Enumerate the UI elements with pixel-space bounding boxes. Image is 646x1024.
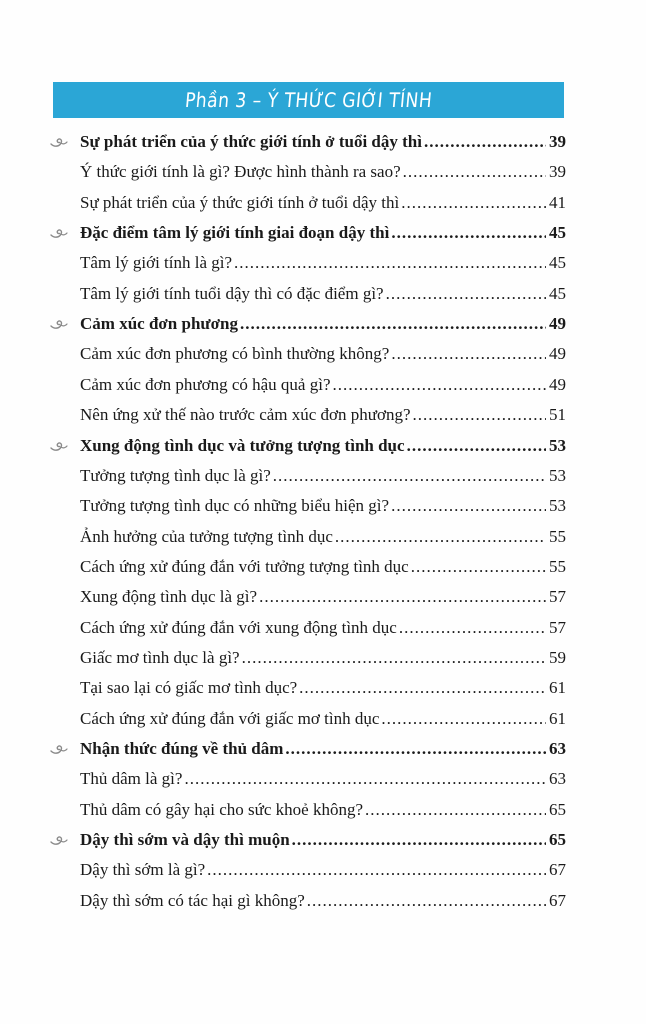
toc-entry-line: [80, 404, 566, 426]
toc-sub-entry: [0, 461, 646, 491]
toc-page-number: 67: [549, 860, 566, 880]
toc-entry-line: [80, 374, 566, 396]
toc-sub-entry: [0, 886, 646, 916]
toc-entry-title: Tâm lý giới tính tuổi dậy thì có đặc điểm gì?: [80, 283, 384, 303]
toc-main-entry: [0, 825, 646, 855]
toc-page-number: 45: [549, 223, 566, 243]
toc-entry-title: Cảm xúc đơn phương: [80, 314, 238, 334]
toc-entry-title: Giấc mơ tình dục là gì?: [80, 647, 240, 667]
toc-main-entry: [0, 431, 646, 461]
dot-leader: [242, 647, 546, 669]
toc-page-number: 61: [549, 708, 566, 728]
toc-sub-entry: [0, 491, 646, 521]
toc-entry-title: Sự phát triển của ý thức giới tính ở tuổi dậy thì: [80, 132, 422, 151]
toc-page-number: 59: [549, 647, 566, 667]
toc-entry-line: [80, 738, 566, 760]
section-title: Phần 3 – Ý THỨC GIỚI TÍNH: [183, 88, 434, 112]
swirl-ornament-icon: [50, 226, 68, 240]
dot-leader: [391, 343, 546, 365]
dot-leader: [273, 465, 546, 487]
toc-sub-entry: [0, 188, 646, 218]
toc-entry-line: [80, 222, 566, 244]
toc-sub-entry: [0, 522, 646, 552]
toc-page-number: 53: [549, 465, 566, 485]
dot-leader: [285, 738, 546, 760]
toc-sub-entry: [0, 339, 646, 369]
toc-entry-line: [80, 768, 566, 790]
toc-page-number: 41: [549, 192, 566, 212]
toc-page-number: 65: [549, 830, 566, 850]
toc-page-number: 67: [549, 890, 566, 910]
toc-entry-title: Dậy thì sớm là gì?: [80, 860, 206, 880]
dot-leader: [413, 404, 546, 426]
toc-entry-title: Sự phát triển của ý thức giới tính ở tuổi dậy thì: [80, 192, 400, 212]
toc-entry-title: Cảm xúc đơn phương có bình thường không?: [80, 344, 390, 364]
toc-entry-title: Cách ứng xử đúng đắn với xung động tình dục: [80, 617, 397, 637]
toc-sub-entry: [0, 643, 646, 673]
toc-page-number: 53: [549, 435, 566, 455]
toc-entry-line: [80, 708, 566, 730]
toc-entry-title: Cách ứng xử đúng đắn với giấc mơ tình dục: [80, 708, 380, 728]
toc-page-number: 57: [549, 617, 566, 637]
toc-entry-line: [80, 799, 566, 821]
dot-leader: [399, 617, 546, 639]
toc-entry-title: Dậy thì sớm có tác hại gì không?: [80, 890, 305, 910]
toc-sub-entry: [0, 673, 646, 703]
toc-entry-line: [80, 465, 566, 487]
dot-leader: [403, 161, 546, 183]
toc-page-number: 55: [549, 556, 566, 576]
toc-main-entry: [0, 218, 646, 248]
toc-page-number: 57: [549, 587, 566, 607]
toc-page-number: 55: [549, 526, 566, 546]
toc-page-number: 63: [549, 769, 566, 789]
toc-entry-line: [80, 161, 566, 183]
toc-sub-entry: [0, 613, 646, 643]
dot-leader: [391, 222, 546, 244]
toc-page-number: 65: [549, 799, 566, 819]
toc-page-number: 51: [549, 405, 566, 425]
toc-entry-line: [80, 313, 566, 335]
toc-page-number: 61: [549, 678, 566, 698]
toc-entry-title: Thủ dâm có gây hại cho sức khoẻ không?: [80, 799, 364, 819]
toc-entry-title: Thủ dâm là gì?: [80, 769, 183, 789]
toc-entry-line: [80, 617, 566, 639]
toc-entry-title: Nhận thức đúng về thủ dâm: [80, 739, 284, 758]
dot-leader: [401, 192, 546, 214]
dot-leader: [411, 556, 546, 578]
toc-entry-title: Tại sao lại có giấc mơ tình dục?: [80, 678, 298, 698]
toc-entry-line: [80, 252, 566, 274]
dot-leader: [307, 890, 546, 912]
toc-sub-entry: [0, 248, 646, 278]
toc-entry-title: Tưởng tượng tình dục có những biểu hiện gì?: [80, 496, 390, 516]
toc-page-number: 39: [549, 162, 566, 182]
dot-leader: [365, 799, 546, 821]
toc-page-number: 45: [549, 253, 566, 273]
dot-leader: [335, 526, 546, 548]
dot-leader: [259, 586, 546, 608]
toc-page-number: 39: [549, 132, 566, 151]
section-banner: [53, 82, 564, 118]
toc-entry-line: [80, 435, 566, 457]
toc-main-entry: [0, 309, 646, 339]
toc-entry-title: Cảm xúc đơn phương có hậu quả gì?: [80, 374, 331, 394]
toc-entry-title: Dậy thì sớm và dậy thì muộn: [80, 830, 290, 850]
toc-entry-line: [80, 526, 566, 548]
toc-main-entry: [0, 734, 646, 764]
dot-leader: [299, 677, 546, 699]
toc-sub-entry: [0, 279, 646, 309]
swirl-ornament-icon: [50, 317, 68, 331]
toc-sub-entry: [0, 370, 646, 400]
dot-leader: [386, 283, 546, 305]
dot-leader: [207, 859, 546, 881]
toc-entry-title: Tưởng tượng tình dục là gì?: [80, 465, 271, 485]
toc-sub-entry: [0, 582, 646, 612]
swirl-ornament-icon: [50, 439, 68, 453]
toc-page-number: 49: [549, 314, 566, 334]
toc-entry-line: [80, 647, 566, 669]
toc-entry-title: Xung động tình dục và tưởng tượng tình dục: [80, 435, 405, 455]
toc-main-entry: [0, 127, 646, 157]
dot-leader: [234, 252, 546, 274]
toc-sub-entry: [0, 552, 646, 582]
toc-entry-line: [80, 890, 566, 912]
swirl-ornament-icon: [50, 135, 68, 149]
toc-entry-title: Xung động tình dục là gì?: [80, 587, 258, 607]
dot-leader: [333, 374, 546, 396]
dot-leader: [381, 708, 546, 730]
toc-sub-entry: [0, 764, 646, 794]
toc-entry-line: [80, 283, 566, 305]
dot-leader: [391, 495, 546, 517]
toc-entry-line: [80, 586, 566, 608]
toc-entry-line: [80, 495, 566, 517]
toc-sub-entry: [0, 400, 646, 430]
toc-entry-title: Ý thức giới tính là gì? Được hình thành ra sao?: [80, 162, 401, 182]
swirl-ornament-icon: [50, 833, 68, 847]
toc-page-number: 49: [549, 344, 566, 364]
dot-leader: [240, 313, 546, 335]
toc-sub-entry: [0, 795, 646, 825]
toc-entry-title: Cách ứng xử đúng đắn với tưởng tượng tình dục: [80, 556, 409, 576]
dot-leader: [292, 829, 546, 851]
toc-entry-title: Nên ứng xử thế nào trước cảm xúc đơn phương?: [80, 405, 411, 425]
toc-entry-line: [80, 192, 566, 214]
dot-leader: [407, 435, 546, 457]
toc-sub-entry: [0, 704, 646, 734]
toc-page-number: 45: [549, 283, 566, 303]
toc-entry-line: [80, 829, 566, 851]
toc-entry-line: [80, 677, 566, 699]
dot-leader: [184, 768, 546, 790]
toc-sub-entry: [0, 157, 646, 187]
toc-sub-entry: [0, 855, 646, 885]
toc-entry-line: [80, 859, 566, 881]
toc-page-number: 49: [549, 374, 566, 394]
toc-entry-title: Đặc điểm tâm lý giới tính giai đoạn dậy thì: [80, 223, 390, 243]
toc-entry-title: Tâm lý giới tính là gì?: [80, 253, 233, 273]
toc-page-number: 53: [549, 496, 566, 516]
toc-entry-line: [80, 343, 566, 365]
swirl-ornament-icon: [50, 742, 68, 756]
toc-entry-line: [80, 131, 566, 153]
toc-page-number: 63: [549, 739, 566, 758]
dot-leader: [424, 131, 546, 153]
toc-entry-line: [80, 556, 566, 578]
toc-entry-title: Ảnh hưởng của tưởng tượng tình dục: [80, 526, 333, 546]
